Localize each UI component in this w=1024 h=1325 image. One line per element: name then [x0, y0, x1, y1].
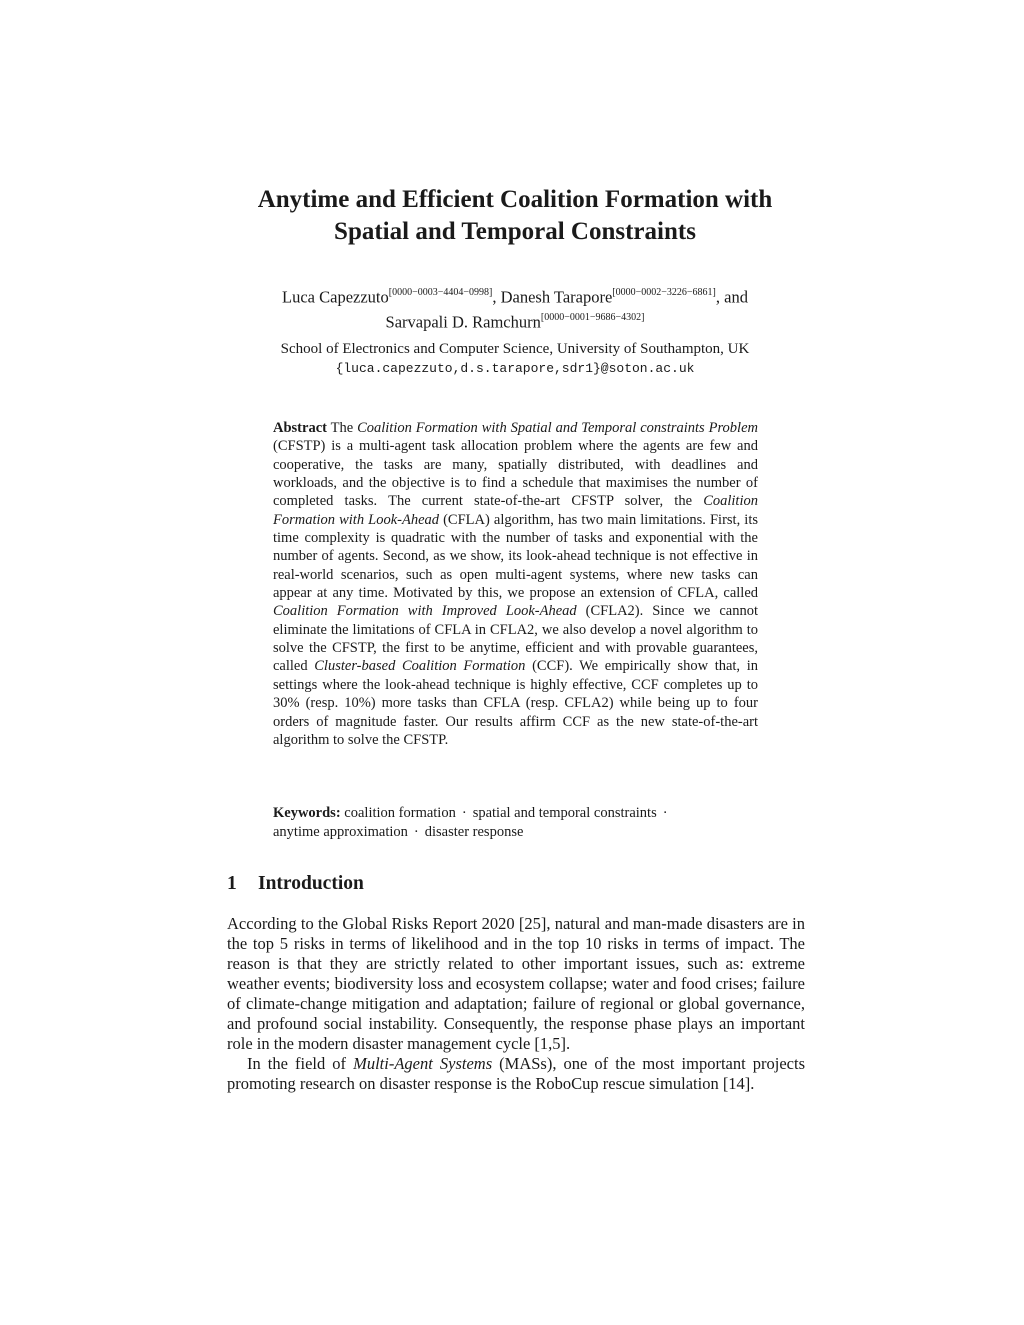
abstract-text: (CFLA2). Since we cannot eliminate the limitations of CFLA in CFLA2, we also develop a novel algorithm to solve the CFSTP, the first to be anytime, efficient and with provable guarantees, called: [273, 603, 758, 675]
abstract-emphasis: Coalition Formation with Spatial and Temporal constraints Problem: [357, 420, 758, 436]
body-text: [227, 914, 805, 1094]
keywords: [273, 804, 758, 842]
author-name: Danesh Tarapore: [500, 287, 613, 307]
abstract-emphasis: Coalition Formation with Look-Ahead: [273, 493, 758, 528]
abstract-emphasis: Cluster-based Coalition Formation: [314, 658, 526, 675]
author-orcid: [0000−0002−3226−6861]: [612, 287, 716, 298]
author-separator: ,: [492, 287, 501, 307]
title-line-2: Spatial and Temporal Constraints: [334, 218, 696, 245]
author-emails: {luca.capezzuto,d.s.tarapore,sdr1}@soton.ac.uk: [335, 361, 695, 376]
paragraph-emphasis: Multi-Agent Systems: [353, 1054, 493, 1073]
title-line-1: Anytime and Efficient Coalition Formation with: [257, 186, 773, 213]
keyword-separator: ·: [413, 824, 419, 840]
keywords-label: Keywords:: [273, 805, 341, 821]
keyword: disaster response: [424, 824, 524, 840]
abstract-text: The: [326, 420, 358, 436]
abstract-text: (CFSTP) is a multi-agent task allocation problem where the agents are few and cooperative, the tasks are many, spatially distributed, with deadlines and workloads, and the objective is to find a schedule that maximises the number of completed tasks. The current state-of-the-art CFSTP solver, the: [273, 438, 758, 510]
keyword-separator: ·: [461, 805, 467, 821]
abstract-text: (CFLA) algorithm, has two main limitations. First, its time complexity is quadratic with the number of tasks and exponential with the number of agents. Second, as we show, its look-ahead technique is not effective in real-world scenarios, such as open multi-agent systems, where new tasks can appear at any time. Motivated by this, we propose an extension of CFLA, called: [273, 511, 758, 602]
section-number: 1: [227, 873, 237, 894]
keyword: anytime approximation: [273, 824, 408, 840]
keyword: coalition formation: [344, 805, 456, 821]
author-orcid: [0000−0001−9686−4302]: [540, 311, 645, 323]
paragraph: According to the Global Risks Report 2020 [25], natural and man-made disasters are in the top 5 risks in terms of likelihood and in the top 10 risks in terms of impact. The reason is that they are strictly related to other important issues, such as: extreme weather events; biodiversity loss and ecosystem collapse; water and food crises; failure of climate-change mitigation and adaptation; failure of regional or global governance, and profound social instability. Consequently, the response phase plays an important role in the modern disaster management cycle [1,5].: [227, 914, 805, 1053]
abstract-heading: Abstract: [273, 420, 327, 436]
abstract-emphasis: Coalition Formation with Improved Look-Ahead: [273, 603, 577, 620]
section-heading: [227, 873, 364, 895]
keyword: spatial and temporal constraints: [472, 805, 657, 821]
keyword-separator: ·: [662, 805, 668, 821]
paper-title: [150, 184, 880, 248]
affiliation: School of Electronics and Computer Science, University of Southampton, UK: [280, 341, 750, 357]
affiliation-block: [150, 340, 880, 378]
abstract: [273, 419, 758, 749]
author-name: Sarvapali D. Ramchurn: [385, 312, 541, 331]
paragraph-text: (MASs), one of the most important projects promoting research on disaster response is the RoboCup rescue simulation [14].: [227, 1054, 805, 1093]
author-list: [150, 283, 880, 332]
author-separator: , and: [715, 287, 748, 307]
author-name: Luca Capezzuto: [282, 287, 389, 307]
abstract-text: (CCF). We empirically show that, in settings where the look-ahead technique is highly effective, CCF completes up to 30% (resp. 10%) more tasks than CFLA (resp. CFLA2) while being up to four orders of magnitude faster. Our results affirm CCF as the new state-of-the-art algorithm to solve the CFSTP.: [273, 658, 758, 748]
author-orcid: [0000−0003−4404−0998]: [388, 287, 493, 298]
paragraph-text: In the field of: [247, 1054, 354, 1073]
paragraph: [227, 1054, 805, 1094]
section-title: Introduction: [258, 873, 364, 894]
